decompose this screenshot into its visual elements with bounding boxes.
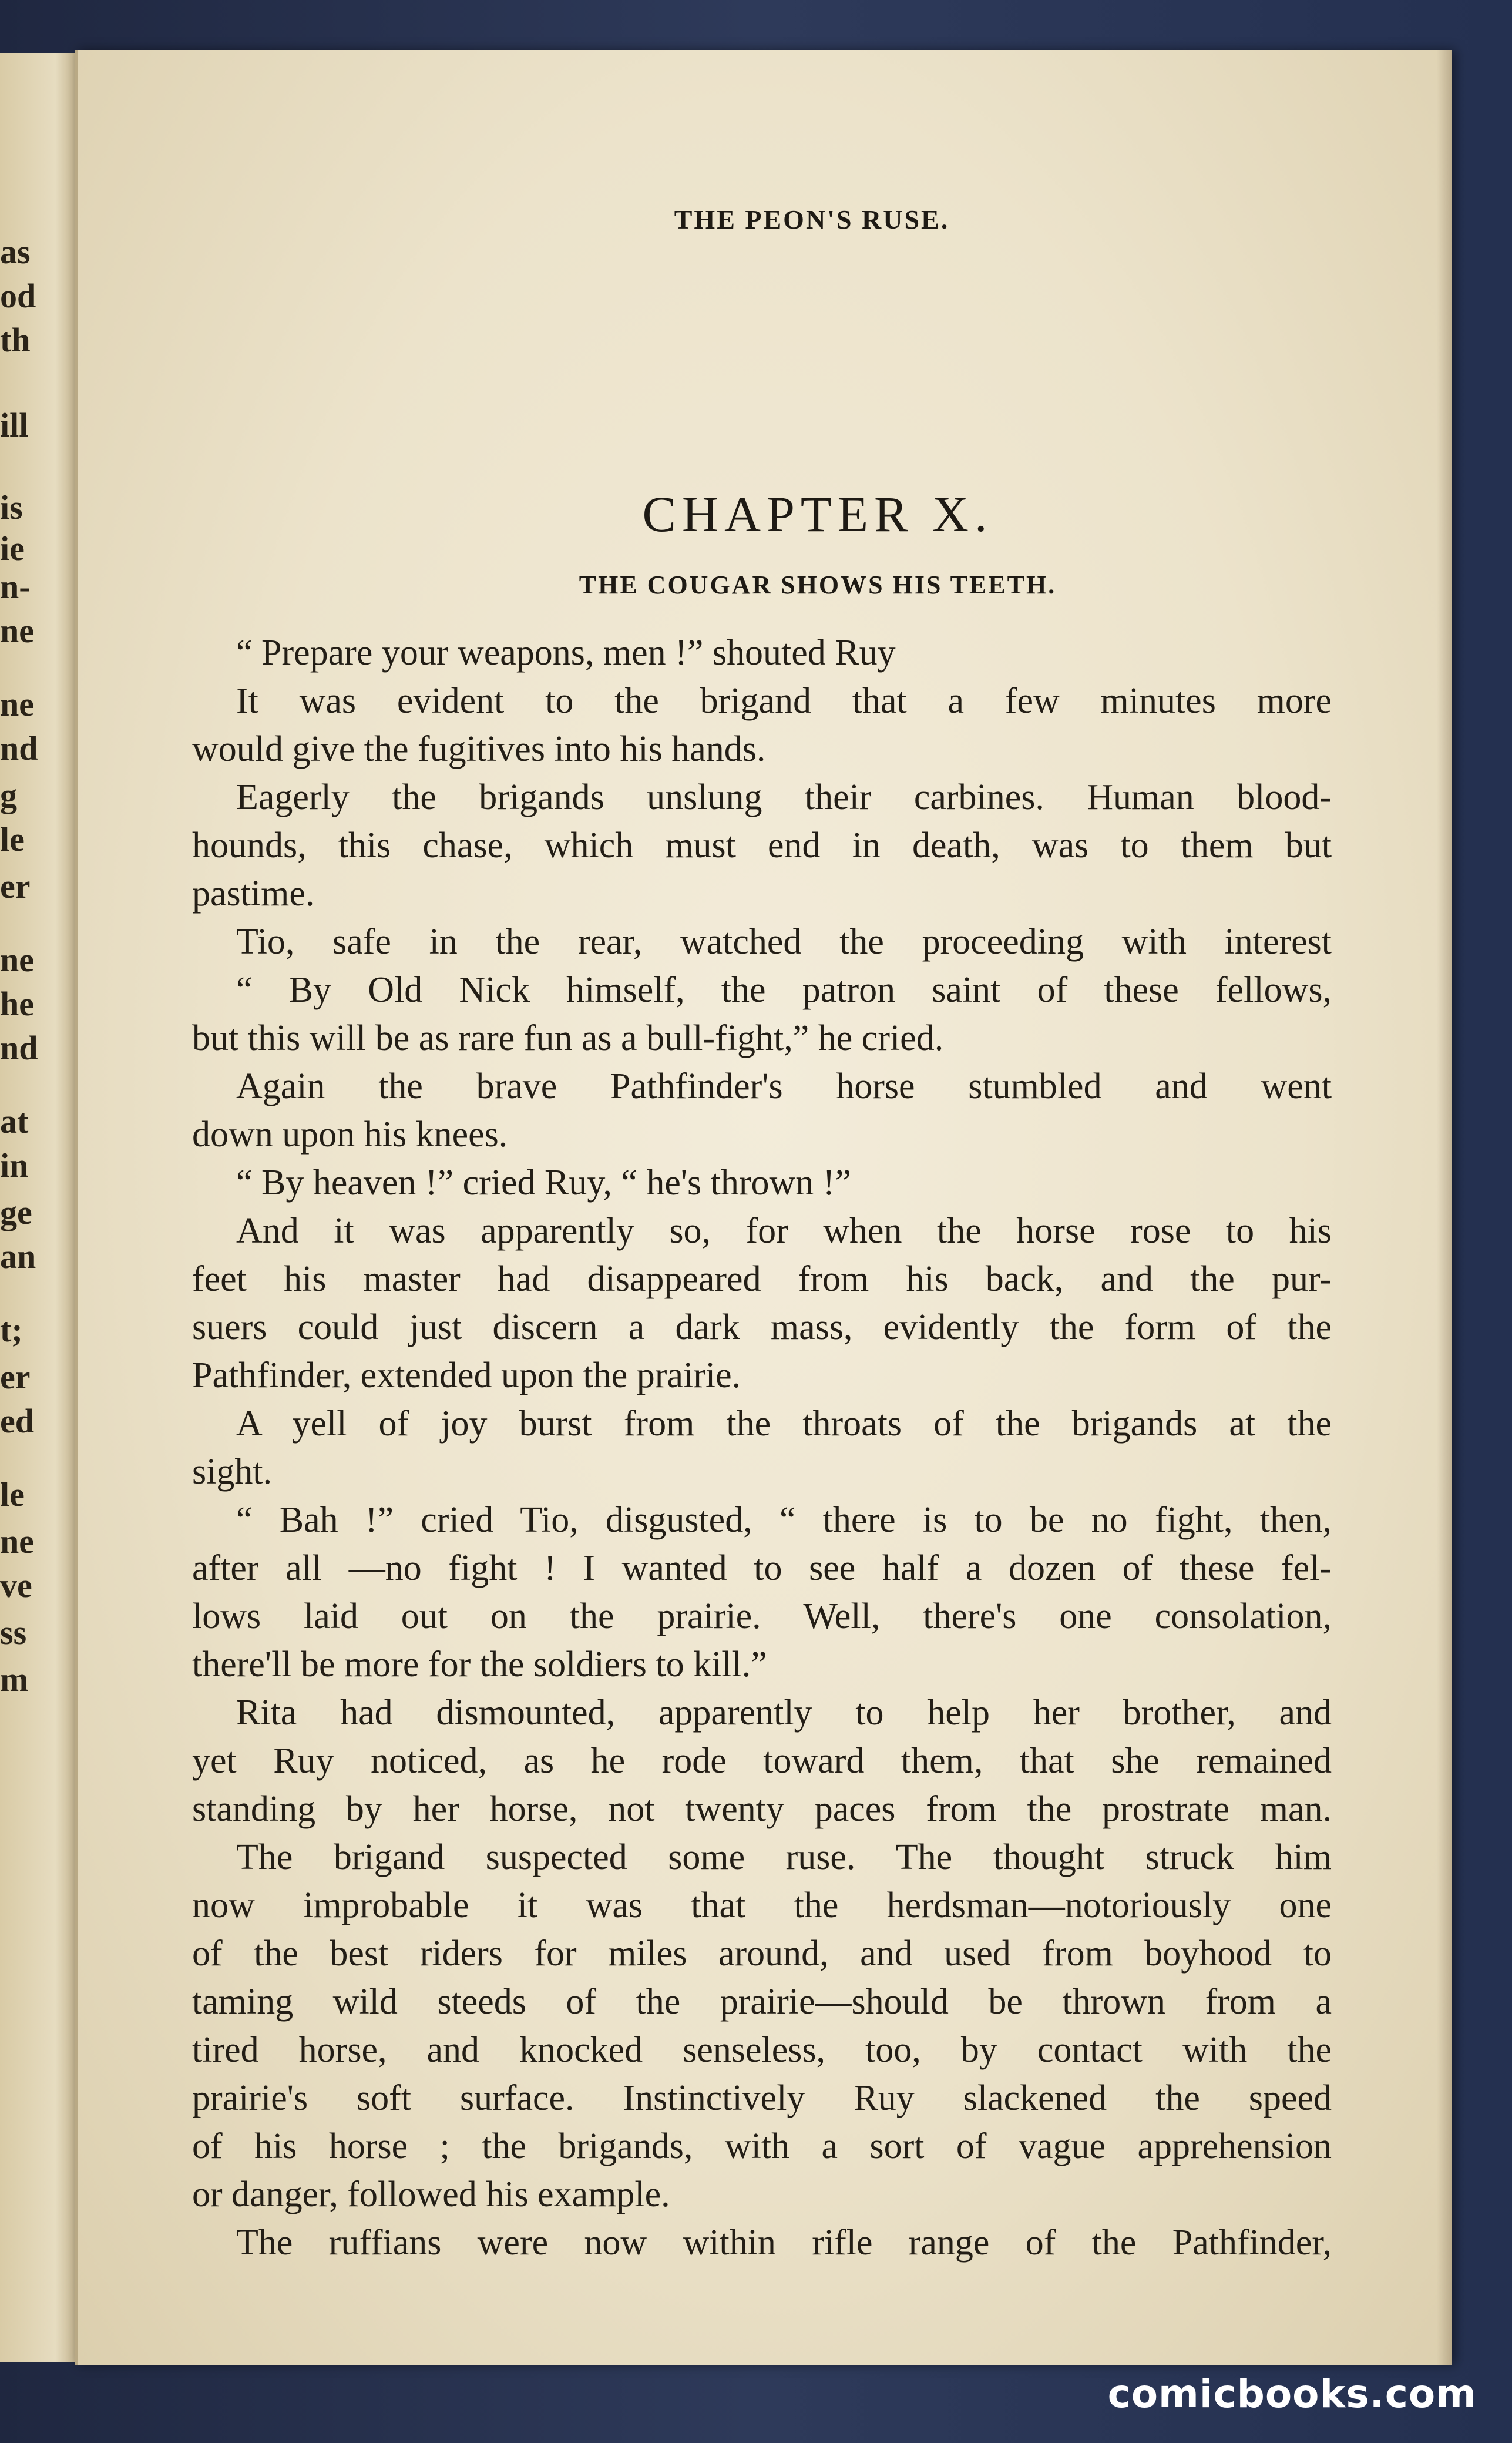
text-line: sight.: [192, 1452, 273, 1492]
text-line: but this will be as rare fun as a bull-fight,” he cried.: [192, 1018, 944, 1058]
previous-page-fragment: le: [0, 1475, 25, 1514]
text-line: And it was apparently so, for when the horse rose to his: [236, 1211, 1332, 1251]
text-line: Eagerly the brigands unslung their carbines. Human blood-: [236, 777, 1332, 817]
previous-page-fragment: as: [0, 233, 31, 271]
text-line: of his horse ; the brigands, with a sort of vague apprehension: [192, 2126, 1332, 2166]
previous-page-edge: [0, 53, 81, 2362]
previous-page-fragment: th: [0, 321, 31, 359]
text-line: The brigand suspected some ruse. The thought struck him: [236, 1837, 1332, 1877]
text-line: Tio, safe in the rear, watched the proceeding with interest: [236, 922, 1332, 962]
text-line: “ By Old Nick himself, the patron saint of these fellows,: [236, 970, 1332, 1010]
previous-page-fragment: in: [0, 1146, 29, 1184]
previous-page-fragment: ne: [0, 685, 34, 723]
previous-page-fragment: le: [0, 820, 25, 858]
text-line: now improbable it was that the herdsman—notoriously one: [192, 1885, 1332, 1925]
chapter-subtitle: THE COUGAR SHOWS HIS TEETH.: [579, 571, 1057, 599]
text-line: would give the fugitives into his hands.: [192, 729, 766, 769]
text-line: Again the brave Pathfinder's horse stumbled and went: [236, 1066, 1332, 1106]
previous-page-fragment: ne: [0, 1522, 34, 1561]
text-line: after all —no fight ! I wanted to see half a dozen of these fel-: [192, 1548, 1332, 1588]
text-line: Rita had dismounted, apparently to help her brother, and: [236, 1693, 1332, 1733]
previous-page-fragment: ge: [0, 1193, 32, 1231]
text-line: hounds, this chase, which must end in death, was to them but: [192, 825, 1332, 865]
watermark: comicbooks.com: [1107, 2371, 1477, 2417]
running-head: THE PEON'S RUSE.: [674, 204, 950, 234]
body-text: [192, 629, 1332, 2267]
chapter-title: CHAPTER X.: [642, 486, 993, 542]
book-page: [75, 50, 1452, 2365]
previous-page-fragment: m: [0, 1660, 29, 1699]
text-line: standing by her horse, not twenty paces from the prostrate man.: [192, 1789, 1332, 1829]
text-line: of the best riders for miles around, and used from boyhood to: [192, 1934, 1332, 1974]
previous-page-fragment: er: [0, 867, 31, 905]
previous-page-fragment: nd: [0, 1029, 38, 1067]
text-line: tired horse, and knocked senseless, too, by contact with the: [192, 2030, 1332, 2070]
text-line: taming wild steeds of the prairie—should be thrown from a: [192, 1982, 1332, 2022]
page-shadow: [1437, 50, 1452, 2365]
previous-page-fragment: ie: [0, 529, 25, 568]
previous-page-fragment: ne: [0, 612, 34, 650]
text-line: pastime.: [192, 874, 315, 914]
previous-page-fragment: t;: [0, 1311, 23, 1349]
text-line: there'll be more for the soldiers to kill.”: [192, 1645, 767, 1684]
text-line: “ Bah !” cried Tio, disgusted, “ there is to be no fight, then,: [236, 1500, 1332, 1540]
text-line: “ Prepare your weapons, men !” shouted Ruy: [236, 633, 896, 673]
text-line: It was evident to the brigand that a few minutes more: [236, 681, 1332, 721]
page-number: [1211, 186, 1264, 227]
text-line: A yell of joy burst from the throats of the brigands at the: [236, 1404, 1332, 1444]
previous-page-fragment: an: [0, 1237, 36, 1276]
previous-page-fragment: n-: [0, 568, 31, 606]
previous-page-fragment: ill: [0, 406, 29, 444]
text-line: yet Ruy noticed, as he rode toward them, that she remained: [192, 1741, 1332, 1781]
previous-page-fragment: at: [0, 1102, 29, 1140]
previous-page-fragment: ne: [0, 941, 34, 979]
previous-page-fragment: is: [0, 488, 23, 526]
text-line: “ By heaven !” cried Ruy, “ he's thrown !”: [236, 1163, 851, 1203]
previous-page-fragment: ve: [0, 1566, 32, 1605]
text-line: prairie's soft surface. Instinctively Ruy slackened the speed: [192, 2078, 1332, 2118]
previous-page-fragment: ss: [0, 1613, 27, 1652]
previous-page-fragment: od: [0, 277, 36, 315]
text-line: down upon his knees.: [192, 1115, 508, 1155]
text-line: or danger, followed his example.: [192, 2174, 670, 2214]
previous-page-fragment: er: [0, 1358, 31, 1396]
text-line: Pathfinder, extended upon the prairie.: [192, 1355, 741, 1395]
previous-page-fragment: he: [0, 985, 34, 1023]
text-line: suers could just discern a dark mass, evidently the form of the: [192, 1307, 1332, 1347]
text-line: lows laid out on the prairie. Well, there's one consolation,: [192, 1596, 1332, 1636]
previous-page-fragment: g: [0, 776, 17, 814]
text-line: The ruffians were now within rifle range of the Pathfinder,: [236, 2223, 1332, 2263]
text-line: feet his master had disappeared from his back, and the pur-: [192, 1259, 1332, 1299]
previous-page-fragment: ed: [0, 1402, 34, 1440]
previous-page-fragment: nd: [0, 729, 38, 767]
